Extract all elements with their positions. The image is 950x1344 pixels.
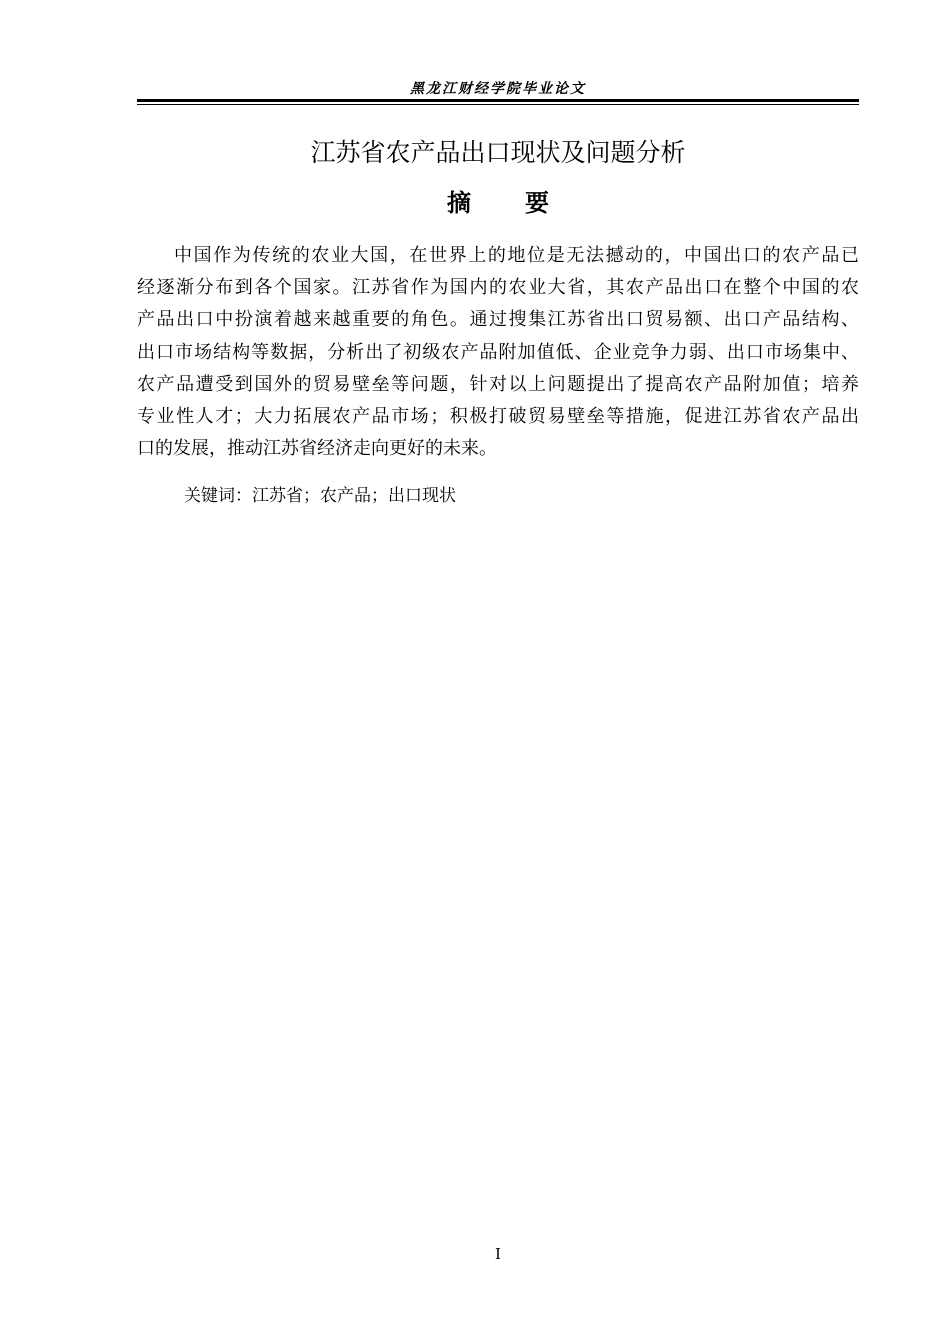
running-header: 黑龙江财经学院毕业论文: [410, 81, 586, 97]
keywords-text: 江苏省；农产品；出口现状: [252, 486, 456, 506]
abstract-heading-char-1: 摘: [447, 189, 471, 217]
page-number: I: [495, 1245, 501, 1263]
abstract-line: 口的发展，推动江苏省经济走向更好的未来。: [137, 438, 497, 460]
abstract-heading-char-2: 要: [525, 189, 549, 217]
abstract-heading: [137, 186, 859, 220]
abstract-line: 经逐渐分布到各个国家。江苏省作为国内的农业大省，其农产品出口在整个中国的农: [137, 277, 859, 299]
abstract-line: 农产品遭受到国外的贸易壁垒等问题，针对以上问题提出了提高农产品附加值；培养: [137, 373, 859, 395]
abstract-line: 产品出口中扮演着越来越重要的角色。通过搜集江苏省出口贸易额、出口产品结构、: [137, 309, 859, 331]
abstract-line: 专业性人才；大力拓展农产品市场；积极打破贸易壁垒等措施，促进江苏省农产品出: [137, 406, 859, 428]
header-rule-thin: [137, 104, 859, 105]
header-rule-thick: [137, 99, 859, 102]
document-title: 江苏省农产品出口现状及问题分析: [310, 138, 686, 167]
keywords-line: [184, 484, 859, 508]
keywords-label: 关键词：: [184, 486, 252, 506]
abstract-line: 中国作为传统的农业大国，在世界上的地位是无法撼动的，中国出口的农产品已: [174, 245, 859, 266]
abstract-line: 出口市场结构等数据，分析出了初级农产品附加值低、企业竞争力弱、出口市场集中、: [137, 341, 859, 363]
abstract-body: [137, 240, 859, 465]
